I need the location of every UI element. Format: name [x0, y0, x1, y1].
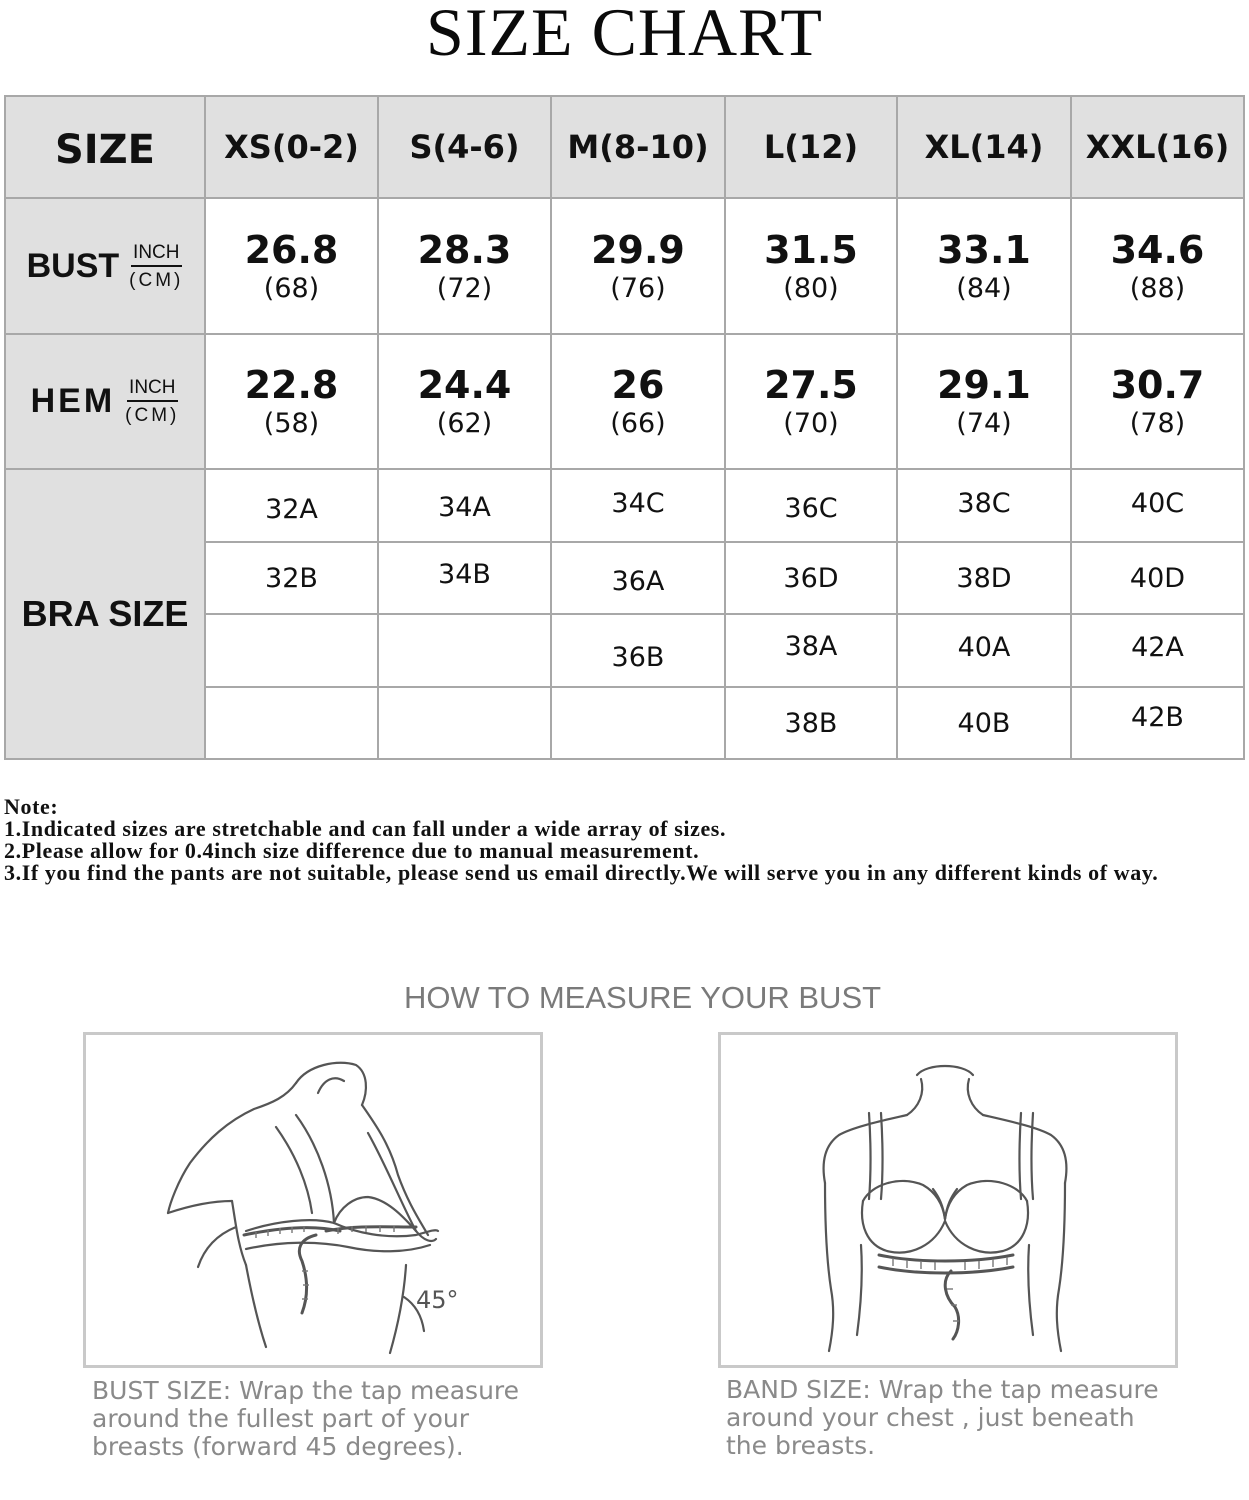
band-measure-illustration [721, 1035, 1175, 1365]
hem-label: HEM [30, 382, 116, 420]
header-size-xl: XL(14) [924, 128, 1044, 166]
header-size-l: L(12) [763, 128, 859, 166]
bust-cell [1072, 199, 1243, 333]
grid-line [4, 758, 1245, 760]
header-size-xs: XS(0-2) [224, 128, 359, 166]
hem-row-label [6, 335, 204, 468]
measure-title: HOW TO MEASURE YOUR BUST [403, 980, 882, 1015]
hem-cell [552, 335, 724, 468]
note-item: 3.If you find the pants are not suitable, please send us email directly.We will serve you in any different kinds of way. [4, 860, 1159, 885]
bust-row-label [6, 199, 204, 333]
bust-cell [726, 199, 896, 333]
bust-inch-value: 28.3 [417, 227, 512, 272]
notes-heading: Note: [4, 794, 59, 819]
grid-line [1243, 95, 1245, 760]
notes [4, 796, 1244, 884]
hem-cm-value: (66) [610, 408, 666, 439]
bra-size-cell: 42A [1131, 631, 1184, 663]
header-size-label: SIZE [54, 127, 156, 173]
bra-size-cell: 36D [783, 562, 839, 594]
bra-size-cell: 34A [438, 491, 491, 523]
header-size-m: M(8-10) [567, 128, 709, 166]
hem-cell [726, 335, 896, 468]
header-size-s: S(4-6) [409, 128, 520, 166]
bra-size-cell: 38C [957, 487, 1011, 519]
bust-cell [898, 199, 1070, 333]
bust-size-label: BUST SIZE: [92, 1376, 232, 1405]
bust-inch-value: 29.9 [591, 227, 685, 272]
hem-inch-value: 29.1 [937, 363, 1031, 407]
bra-size-cell: 38D [956, 562, 1012, 594]
bust-cell [206, 199, 377, 333]
hem-cm-value: (58) [263, 408, 320, 439]
bra-size-cell: 40D [1129, 562, 1186, 594]
bust-measure-illustration [86, 1035, 540, 1365]
bra-size-cell: 40B [957, 707, 1011, 739]
bra-size-cell: 38A [784, 630, 838, 662]
bust-label: BUST [26, 246, 120, 285]
note-item: 2.Please allow for 0.4inch size difference due to manual measurement. [4, 838, 700, 863]
hem-inch-value: 22.8 [244, 363, 339, 407]
bust-unit [129, 243, 183, 290]
hem-cell [379, 335, 550, 468]
bra-size-cell: 36B [611, 641, 665, 673]
bust-size-text: Wrap the tap measure around the fullest part of your breasts (forward 45 degrees). [92, 1376, 520, 1461]
bra-size-cell: 36C [784, 492, 838, 524]
bust-inch-value: 26.8 [244, 227, 339, 272]
bust-inch-value: 31.5 [764, 227, 858, 272]
angle-label: 45° [416, 1286, 459, 1314]
bra-size-cell: 32A [265, 493, 318, 525]
bust-inch-value: 34.6 [1110, 227, 1205, 272]
bra-size-cell: 34C [611, 487, 665, 519]
unit-cm: (CM) [129, 269, 184, 291]
bra-size-cell: 36A [611, 565, 665, 597]
hem-inch-value: 27.5 [764, 363, 858, 407]
bra-size-cell: 40A [957, 631, 1011, 663]
hem-cm-value: (78) [1129, 408, 1186, 439]
bust-cm-value: (68) [263, 272, 320, 304]
note-item: 1.Indicated sizes are stretchable and can fall under a wide array of sizes. [4, 816, 727, 841]
hem-inch-value: 26 [611, 363, 665, 407]
unit-cm: (CM) [125, 405, 180, 426]
hem-cm-value: (74) [956, 408, 1012, 439]
bust-illustration-panel [83, 1032, 543, 1368]
hem-unit [125, 378, 179, 425]
bra-size-cell: 38B [784, 707, 838, 739]
hem-inch-value: 30.7 [1110, 363, 1205, 407]
bust-cell [379, 199, 550, 333]
header-size-xxl: XXL(16) [1085, 128, 1230, 166]
bust-cm-value: (88) [1129, 272, 1186, 304]
bust-cm-value: (76) [610, 272, 666, 304]
hem-cell [898, 335, 1070, 468]
page-title: SIZE CHART [426, 0, 823, 70]
bra-size-label: BRA SIZE [21, 593, 189, 634]
bra-size-cell: 32B [265, 562, 318, 594]
hem-cell [1072, 335, 1243, 468]
band-illustration-panel [718, 1032, 1178, 1368]
unit-inch: INCH [131, 243, 181, 267]
bra-size-cell: 42B [1131, 701, 1184, 733]
hem-cm-value: (70) [783, 408, 839, 439]
band-size-caption [726, 1376, 1181, 1460]
bra-size-cell: 34B [438, 558, 491, 590]
bra-size-cell: 40C [1130, 487, 1185, 519]
band-size-text: Wrap the tap measure around your chest , just beneath the breasts. [726, 1375, 1159, 1460]
unit-inch: INCH [127, 378, 177, 402]
hem-cm-value: (62) [436, 408, 493, 439]
band-size-label: BAND SIZE: [726, 1375, 871, 1404]
hem-inch-value: 24.4 [417, 363, 512, 407]
bust-size-caption [92, 1377, 532, 1461]
bust-cm-value: (72) [436, 272, 493, 304]
bust-cm-value: (80) [783, 272, 839, 304]
bust-cell [552, 199, 724, 333]
bust-inch-value: 33.1 [937, 227, 1031, 272]
hem-cell [206, 335, 377, 468]
bust-cm-value: (84) [956, 272, 1012, 304]
